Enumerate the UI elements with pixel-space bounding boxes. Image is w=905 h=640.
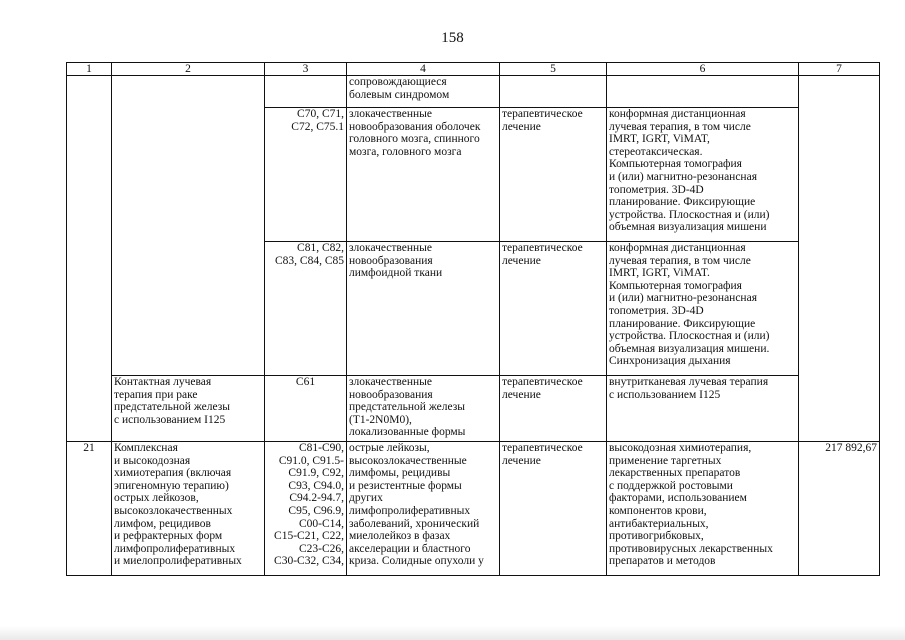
treatment-type-cell: терапевтическое лечение	[500, 376, 607, 442]
treatment-type-cell: терапевтическое лечение	[500, 108, 607, 242]
column-header-6: 6	[607, 63, 799, 76]
treatment-method-cell: внутритканевая лучевая терапия с использованием I125	[607, 376, 799, 442]
treatment-type-cell: терапевтическое лечение	[500, 442, 607, 576]
row-number-cell	[67, 76, 112, 442]
method-cell	[112, 76, 265, 376]
column-header-1: 1	[67, 63, 112, 76]
cost-cell: 217 892,67	[799, 442, 880, 576]
table-row	[67, 376, 880, 442]
code-cell: C70, C71, C72, C75.1	[265, 108, 347, 242]
column-header-2: 2	[112, 63, 265, 76]
code-cell	[265, 76, 347, 108]
column-header-7: 7	[799, 63, 880, 76]
diagnosis-cell: сопровождающиеся болевым синдромом	[347, 76, 500, 108]
method-cell: Контактная лучевая терапия при раке предстательной железы с использованием I125	[112, 376, 265, 442]
column-header-5: 5	[500, 63, 607, 76]
treatment-type-cell: терапевтическое лечение	[500, 242, 607, 376]
code-cell: C81-C90, C91.0, C91.5- C91.9, C92, C93, C94.0, C94.2-94.7, C95, C96.9, C00-C14, C15-C21, C22, C23-C26, C30-C32, C34,	[265, 442, 347, 576]
table-row	[67, 76, 880, 108]
column-header-3: 3	[265, 63, 347, 76]
code-cell: C61	[265, 376, 347, 442]
treatment-method-cell: конформная дистанционная лучевая терапия, в том числе IMRT, IGRT, ViMAT, стереотаксическая. Компьютерная томография и (или) магнитно-резонансная топометрия. 3D-4D планирование. Фиксирующие устройства. Плоскостная и (или) объемная визуализация мишени	[607, 108, 799, 242]
treatment-method-cell: высокодозная химиотерапия, применение таргетных лекарственных препаратов с поддержкой ростовыми факторами, использованием компонентов крови, антибактериальных, противогрибковых, противовирусных лекарственных препаратов и методов	[607, 442, 799, 576]
diagnosis-cell: злокачественные новообразования оболочек головного мозга, спинного мозга, головного мозга	[347, 108, 500, 242]
treatment-method-cell: конформная дистанционная лучевая терапия, в том числе IMRT, IGRT, ViMAT. Компьютерная томография и (или) магнитно-резонансная топометрия. 3D-4D планирование. Фиксирующие устройства. Плоскостная и (или) объемная визуализация мишени. Синхронизация дыхания	[607, 242, 799, 376]
row-number-cell: 21	[67, 442, 112, 576]
diagnosis-cell: злокачественные новообразования предстательной железы (T1-2N0M0), локализованные формы	[347, 376, 500, 442]
treatment-method-cell	[607, 76, 799, 108]
diagnosis-cell: злокачественные новообразования лимфоидной ткани	[347, 242, 500, 376]
procedure-table	[66, 62, 880, 576]
header-row	[67, 63, 880, 76]
cost-cell	[799, 76, 880, 442]
method-cell: Комплексная и высокодозная химиотерапия (включая эпигеномную терапию) острых лейкозов, высокозлокачественных лимфом, рецидивов и рефрактерных форм лимфопролиферативных и миелопролиферативных	[112, 442, 265, 576]
column-header-4: 4	[347, 63, 500, 76]
page-number: 158	[441, 30, 464, 46]
scan-edge	[0, 626, 905, 640]
treatment-type-cell	[500, 76, 607, 108]
code-cell: C81, C82, C83, C84, C85	[265, 242, 347, 376]
table-row	[67, 442, 880, 576]
diagnosis-cell: острые лейкозы, высокозлокачественные лимфомы, рецидивы и резистентные формы других лимфопролиферативных заболеваний, хронический миелолейкоз в фазах акселерации и бластного криза. Солидные опухоли у	[347, 442, 500, 576]
